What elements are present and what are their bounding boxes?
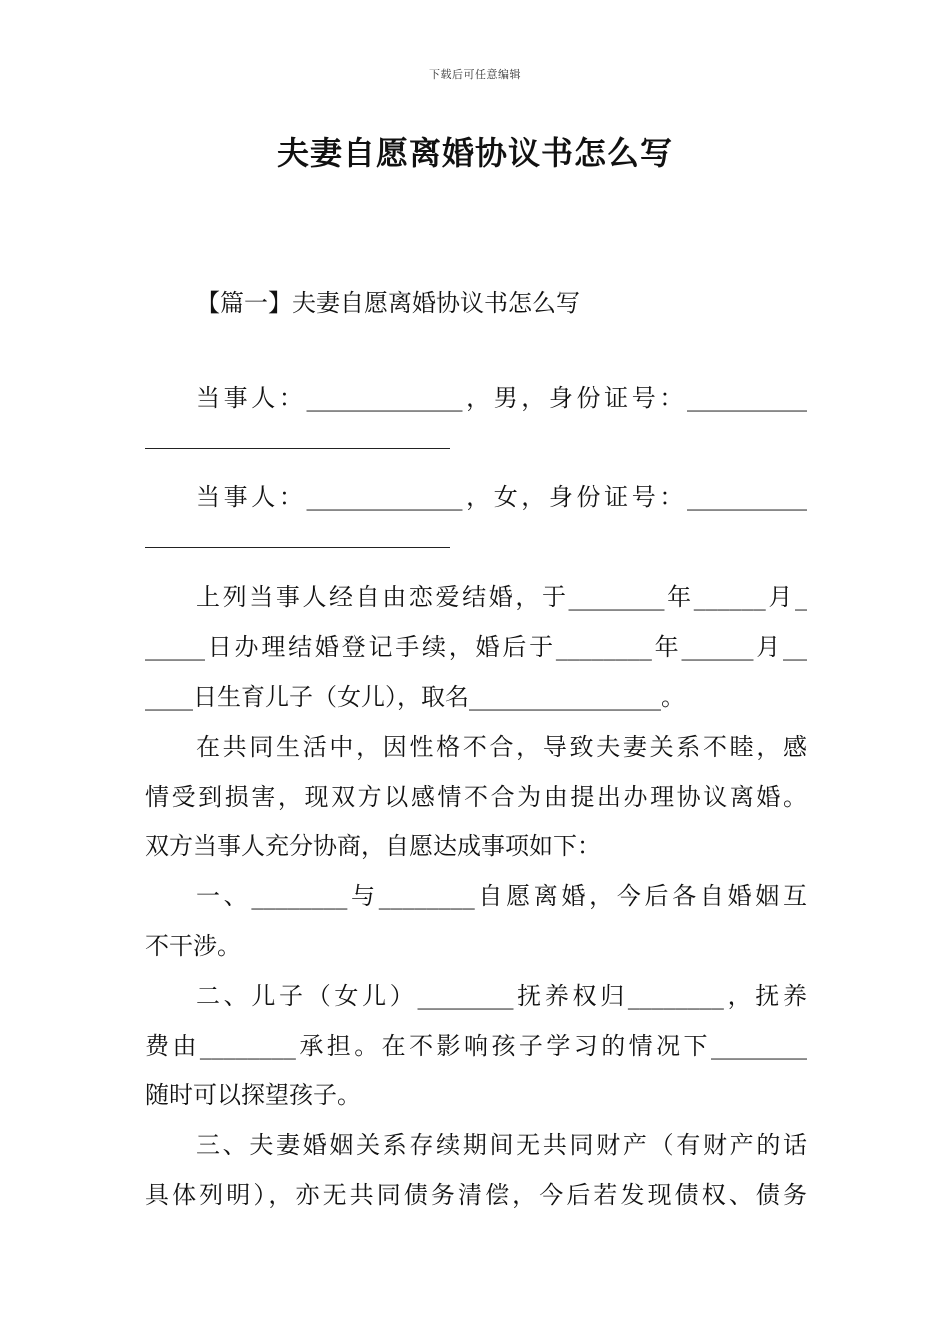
paragraph-line: 具体列明），亦无共同债务清偿，今后若发现债权、债务	[145, 1181, 807, 1209]
id-number-continuation-rule	[145, 446, 450, 449]
section-heading: 【篇一】夫妻自愿离婚协议书怎么写	[196, 289, 580, 317]
header-note: 下载后可任意编辑	[429, 68, 521, 81]
paragraph-line-clause-1: 一、________与________自愿离婚，今后各自婚姻互	[196, 882, 807, 910]
paragraph-line: 情受到损害，现双方以感情不合为由提出办理协议离婚。	[145, 783, 807, 811]
paragraph-line: ____日生育儿子（女儿），取名________________。	[145, 683, 685, 711]
paragraph-line: 双方当事人充分协商，自愿达成事项如下：	[145, 832, 601, 860]
paragraph-line-clause-2: 二、儿子（女儿）________抚养权归________，抚养	[196, 982, 807, 1010]
paragraph-line: 在共同生活中，因性格不合，导致夫妻关系不睦，感	[196, 733, 807, 761]
paragraph-line: 随时可以探望孩子。	[145, 1081, 361, 1109]
paragraph-line-clause-3: 三、夫妻婚姻关系存续期间无共同财产（有财产的话	[196, 1131, 807, 1159]
paragraph-line: 费由________承担。在不影响孩子学习的情况下________	[145, 1032, 807, 1060]
paragraph-line: 上列当事人经自由恋爱结婚，于________年______月_	[196, 583, 807, 611]
paragraph-line: _____日办理结婚登记手续，婚后于________年______月__	[145, 633, 807, 661]
paragraph-line: 不干涉。	[145, 932, 241, 960]
id-number-continuation-rule	[145, 545, 450, 548]
document-title: 夫妻自愿离婚协议书怎么写	[276, 134, 673, 172]
paragraph-line-party-male: 当事人：_____________，男，身份证号：__________	[196, 384, 807, 412]
paragraph-line-party-female: 当事人：_____________，女，身份证号：__________	[196, 483, 807, 511]
